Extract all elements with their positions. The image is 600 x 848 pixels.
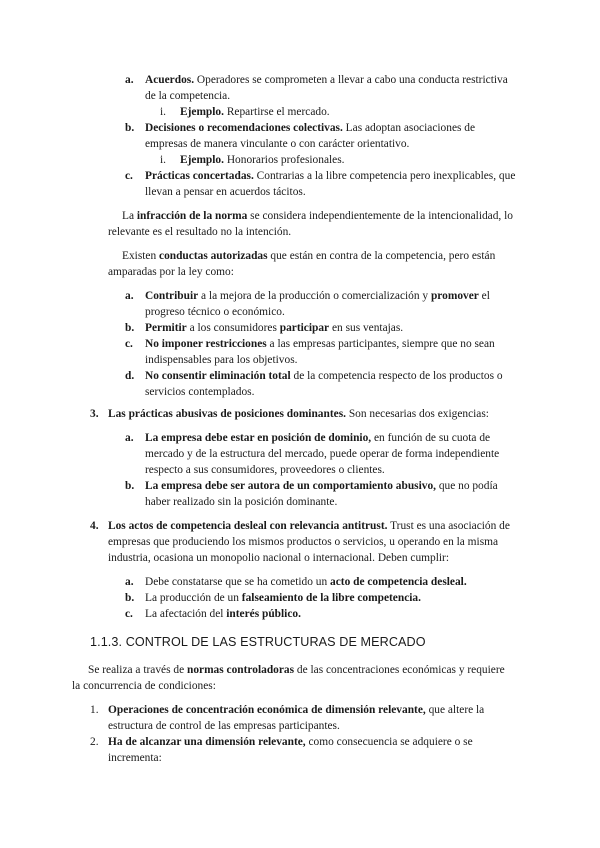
list-item: Ha de alcanzar una dimensión relevante, como consecuencia se adquiere o se incrementa: [108,736,473,764]
sub-marker: i. [160,154,167,166]
list-marker: b. [125,480,135,492]
list-item: No consentir eliminación total de la competencia respecto de los productos o servicios contemplados. [145,370,503,398]
list-marker: 4. [90,520,99,532]
list-item: Decisiones o recomendaciones colectivas. Las adoptan asociaciones de empresas de manera vinculante o con carácter orientativo. [145,122,476,150]
list-item: Debe constatarse que se ha cometido un acto de competencia desleal. [145,576,467,588]
paragraph: La infracción de la norma se considera independientemente de la intencionalidad, lo relevante es el resultado no la intención. [108,210,513,238]
list-marker: b. [125,322,135,334]
paragraph: Se realiza a través de normas controladoras de las concentraciones económicas y requiere la concurrencia de condiciones: [72,664,505,692]
list-item: Contribuir a la mejora de la producción o comercialización y promover el progreso técnico o económico. [145,290,490,318]
paragraph: Existen conductas autorizadas que están en contra de la competencia, pero están amparadas por la ley como: [108,250,496,278]
list-marker: c. [125,338,133,350]
list-marker: a. [125,576,134,588]
list-marker: b. [125,122,135,134]
list-item: La empresa debe estar en posición de dominio, en función de su cuota de mercado y de la estructura del mercado, puede operar de forma independiente respecto a sus consumidores, proveedores o clientes. [145,432,500,476]
list-item: La afectación del interés público. [145,608,301,620]
list-item: Permitir a los consumidores participar en sus ventajas. [145,322,404,334]
list-item: Las prácticas abusivas de posiciones dominantes. Son necesarias dos exigencias: [108,408,489,420]
list-item: La empresa debe ser autora de un comportamiento abusivo, que no podía haber realizado sin la posición dominante. [145,480,498,508]
list-item: No imponer restricciones a las empresas participantes, siempre que no sean indispensables para los objetivos. [145,338,495,366]
list-marker: b. [125,592,135,604]
list-marker: a. [125,290,134,302]
section-heading: 1.1.3. CONTROL DE LAS ESTRUCTURAS DE MERCADO [90,635,426,649]
list-marker: c. [125,170,133,182]
list-item: La producción de un falseamiento de la libre competencia. [145,592,421,604]
sub-list-item: Ejemplo. Repartirse el mercado. [180,106,330,118]
list-item: Acuerdos. Operadores se comprometen a llevar a cabo una conducta restrictiva de la competencia. [145,74,508,102]
list-marker: d. [125,370,135,382]
list-marker: 2. [90,736,99,748]
sub-marker: i. [160,106,167,118]
sub-list-item: Ejemplo. Honorarios profesionales. [180,154,345,166]
list-marker: a. [125,74,134,86]
list-item: Los actos de competencia desleal con relevancia antitrust. Trust es una asociación de empresas que produciendo los mismos productos o servicios, u operando en la misma industria, ocasiona un monopolio nacional o internacional. Deben cumplir: [108,520,510,564]
list-marker: 3. [90,408,99,420]
list-item: Prácticas concertadas. Contrarias a la libre competencia pero inexplicables, que llevan a pensar en acuerdos tácitos. [145,170,516,198]
list-marker: c. [125,608,133,620]
list-marker: a. [125,432,134,444]
list-marker: 1. [90,704,99,716]
list-item: Operaciones de concentración económica de dimensión relevante, que altere la estructura de control de las empresas participantes. [108,704,485,732]
